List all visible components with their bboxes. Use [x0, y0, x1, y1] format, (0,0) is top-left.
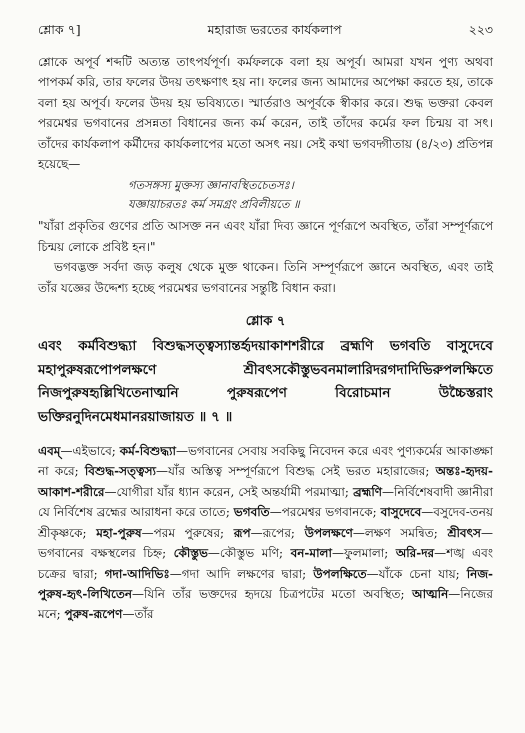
synonym-term: শ্রীবৎস: [447, 525, 481, 540]
synonym-term: রূপ: [233, 525, 251, 540]
synonym-meaning: —যোগীরা যাঁর ধ্যান করেন, সেই অন্তর্যামী পরমাত্মা;: [104, 484, 354, 499]
running-header: [38, 20, 493, 42]
shloka-heading: শ্লোক ৭: [245, 314, 286, 330]
synonym-term: অন্তঃ-হৃদয়-আকাশ-শরীরে: [38, 464, 493, 499]
purport-paragraph-2: ভগবদ্ভক্ত সর্বদা জড় কলুষ থেকে মুক্ত থাকেন। তিনি সম্পূর্ণরূপে জ্ঞানে অবস্থিত, এবং তাই তাঁর যজ্ঞের উদ্দেশ্য হচ্ছে পরমেশ্বর ভগবানের সন্তুষ্টি বিধান করা।: [38, 260, 493, 295]
synonym-meaning: —যাঁকে চেনা যায়;: [366, 566, 467, 581]
synonym-term: কর্ম-বিশুদ্ধ্যা: [119, 444, 176, 459]
synonym-term: গদা-আদিভিঃ: [104, 566, 170, 581]
synonym-term: উপলক্ষিতে: [313, 566, 367, 581]
synonym-term: মহা-পুরুষ: [96, 525, 142, 540]
gita-verse-line-2: যজ্ঞায়াচরতঃ কর্ম সমগ্রং প্রবিলীয়তে ॥: [128, 197, 300, 212]
synonym-meaning: —পরমেশ্বর ভগবানকে;: [269, 505, 381, 520]
synonym-term: বন-মালা: [290, 546, 332, 561]
synonym-term: ভগবতি: [233, 505, 270, 520]
header-chapter-title: মহারাজ ভরতের কার্যকলাপ: [207, 22, 342, 37]
synonym-meaning: —রূপের;: [250, 525, 305, 540]
synonym-meaning: —লক্ষণ সমন্বিত;: [352, 525, 448, 540]
synonym-term: কৌস্তুভ: [173, 546, 208, 561]
purport-paragraph-1: শ্লোকে অপূর্ব শব্দটি অত্যন্ত তাৎপর্যপূর্ণ। কর্মফলকে বলা হয় অপূর্ব। আমরা যখন পুণ্য অথবা পাপকর্ম করি, তার ফলের উদয় তৎক্ষণাৎ হয় না। ফলের জন্য আমাদের অপেক্ষা করতে হয়, তাকে বলা হয় অপূর্ব। ফলের উদয় হয় ভবিষ্যতে। স্মার্তরাও অপূর্বকে স্বীকার করে। শুদ্ধ ভক্তরা কেবল পরমেশ্বর ভগবানের প্রসন্নতা বিধানের জন্য কর্ম করেন, তাই তাঁদের কর্মের ফল চিন্ময় বা সৎ। তাঁদের কার্যকলাপ কর্মীদের কার্যকলাপের মতো অসৎ নয়। সেই কথা ভগবদ্গীতায় (৪/২৩) প্রতিপন্ন হয়েছে—: [38, 55, 493, 172]
synonym-meaning: —নির্বিশেষবাদী জ্ঞানীরা যে নির্বিশেষ ব্রহ্মের আরাধনা করে তাতে;: [38, 484, 493, 520]
synonym-meaning: —পরম পুরুষের;: [141, 525, 234, 540]
synonym-term: বাসুদেবে: [380, 505, 422, 520]
synonyms-block: [38, 441, 493, 625]
synonym-meaning: —নিজের মনে;: [38, 586, 493, 622]
synonym-term: বিশুদ্ধ-সত্ত্বস্য: [84, 464, 156, 479]
synonym-term: অরি-দর: [395, 546, 435, 561]
synonym-meaning: —ভগবানের বক্ষস্থলের চিহ্ন;: [38, 525, 493, 561]
synonym-term: এবম্: [38, 444, 61, 459]
synonym-term: নিজ-পুরুষ-হৃৎ-লিখিতেন: [38, 566, 494, 601]
synonym-term: আত্মনি: [412, 586, 449, 601]
synonym-meaning: —বসুদেব-তনয় শ্রীকৃষ্ণকে;: [38, 505, 493, 540]
synonym-meaning: —ফুলমালা;: [331, 546, 396, 561]
synonym-term: উপলক্ষণে: [304, 525, 353, 540]
page-number: ২২৩: [468, 22, 493, 37]
gita-translation-quote: "যাঁরা প্রকৃতির গুণের প্রতি আসক্ত নন এবং যাঁরা দিব্য জ্ঞানে পূর্ণরূপে অবস্থিত, তাঁরা সম্পূর্ণরূপে চিন্ময় লোকে প্রবিষ্ট হন।": [38, 219, 493, 254]
synonym-meaning: —যিনি তাঁর ভক্তদের হৃদয়ে চিত্রপটের মতো অবস্থিত;: [132, 586, 413, 601]
synonym-meaning: —যাঁর অস্তিত্ব সম্পূর্ণরূপে বিশুদ্ধ সেই ভরত মহারাজের;: [155, 464, 436, 479]
synonym-meaning: —ভগবানের সেবায় সবকিছু নিবেদন করে এবং পুণ্যকর্মের আকাঙ্ক্ষা না করে;: [38, 444, 494, 479]
synonym-meaning: —শঙ্খ এবং চক্রের দ্বারা;: [38, 546, 493, 581]
gita-verse: [128, 176, 493, 214]
synonym-meaning: —এইভাবে;: [60, 444, 120, 459]
synonym-meaning: —গদা আদি লক্ষণের দ্বারা;: [169, 566, 314, 581]
shloka-text: এবং কর্মবিশুদ্ধ্যা বিশুদ্ধসত্ত্বস্যান্তর্হৃদয়াকাশশরীরে ব্রহ্মণি ভগবতি বাসুদেবে মহাপুরুষরূপোপলক্ষণে শ্রীবৎসকৌস্তুভবনমালারিদরগদাদিভিরুপলক্ষিতে নিজপুরুষহৃল্লিখিতেনাত্মনি পুরুষরূপেণ বিরোচমান উচ্চৈস্তরাং ভক্তিরনুদিনমেধমানরয়াজায়ত ॥ ৭ ॥: [38, 338, 493, 425]
gita-verse-line-1: গতসঙ্গস্য মুক্তস্য জ্ঞানাবস্থিতচেতসঃ।: [128, 178, 294, 193]
synonym-term: পুরুষ-রূপেণ: [64, 607, 123, 622]
header-verse-ref: শ্লোক ৭]: [38, 22, 81, 37]
synonym-meaning: —কৌস্তুভ মণি;: [207, 546, 291, 561]
synonym-term: ব্রহ্মণি: [353, 484, 383, 499]
synonym-meaning: —তাঁর: [122, 607, 154, 622]
